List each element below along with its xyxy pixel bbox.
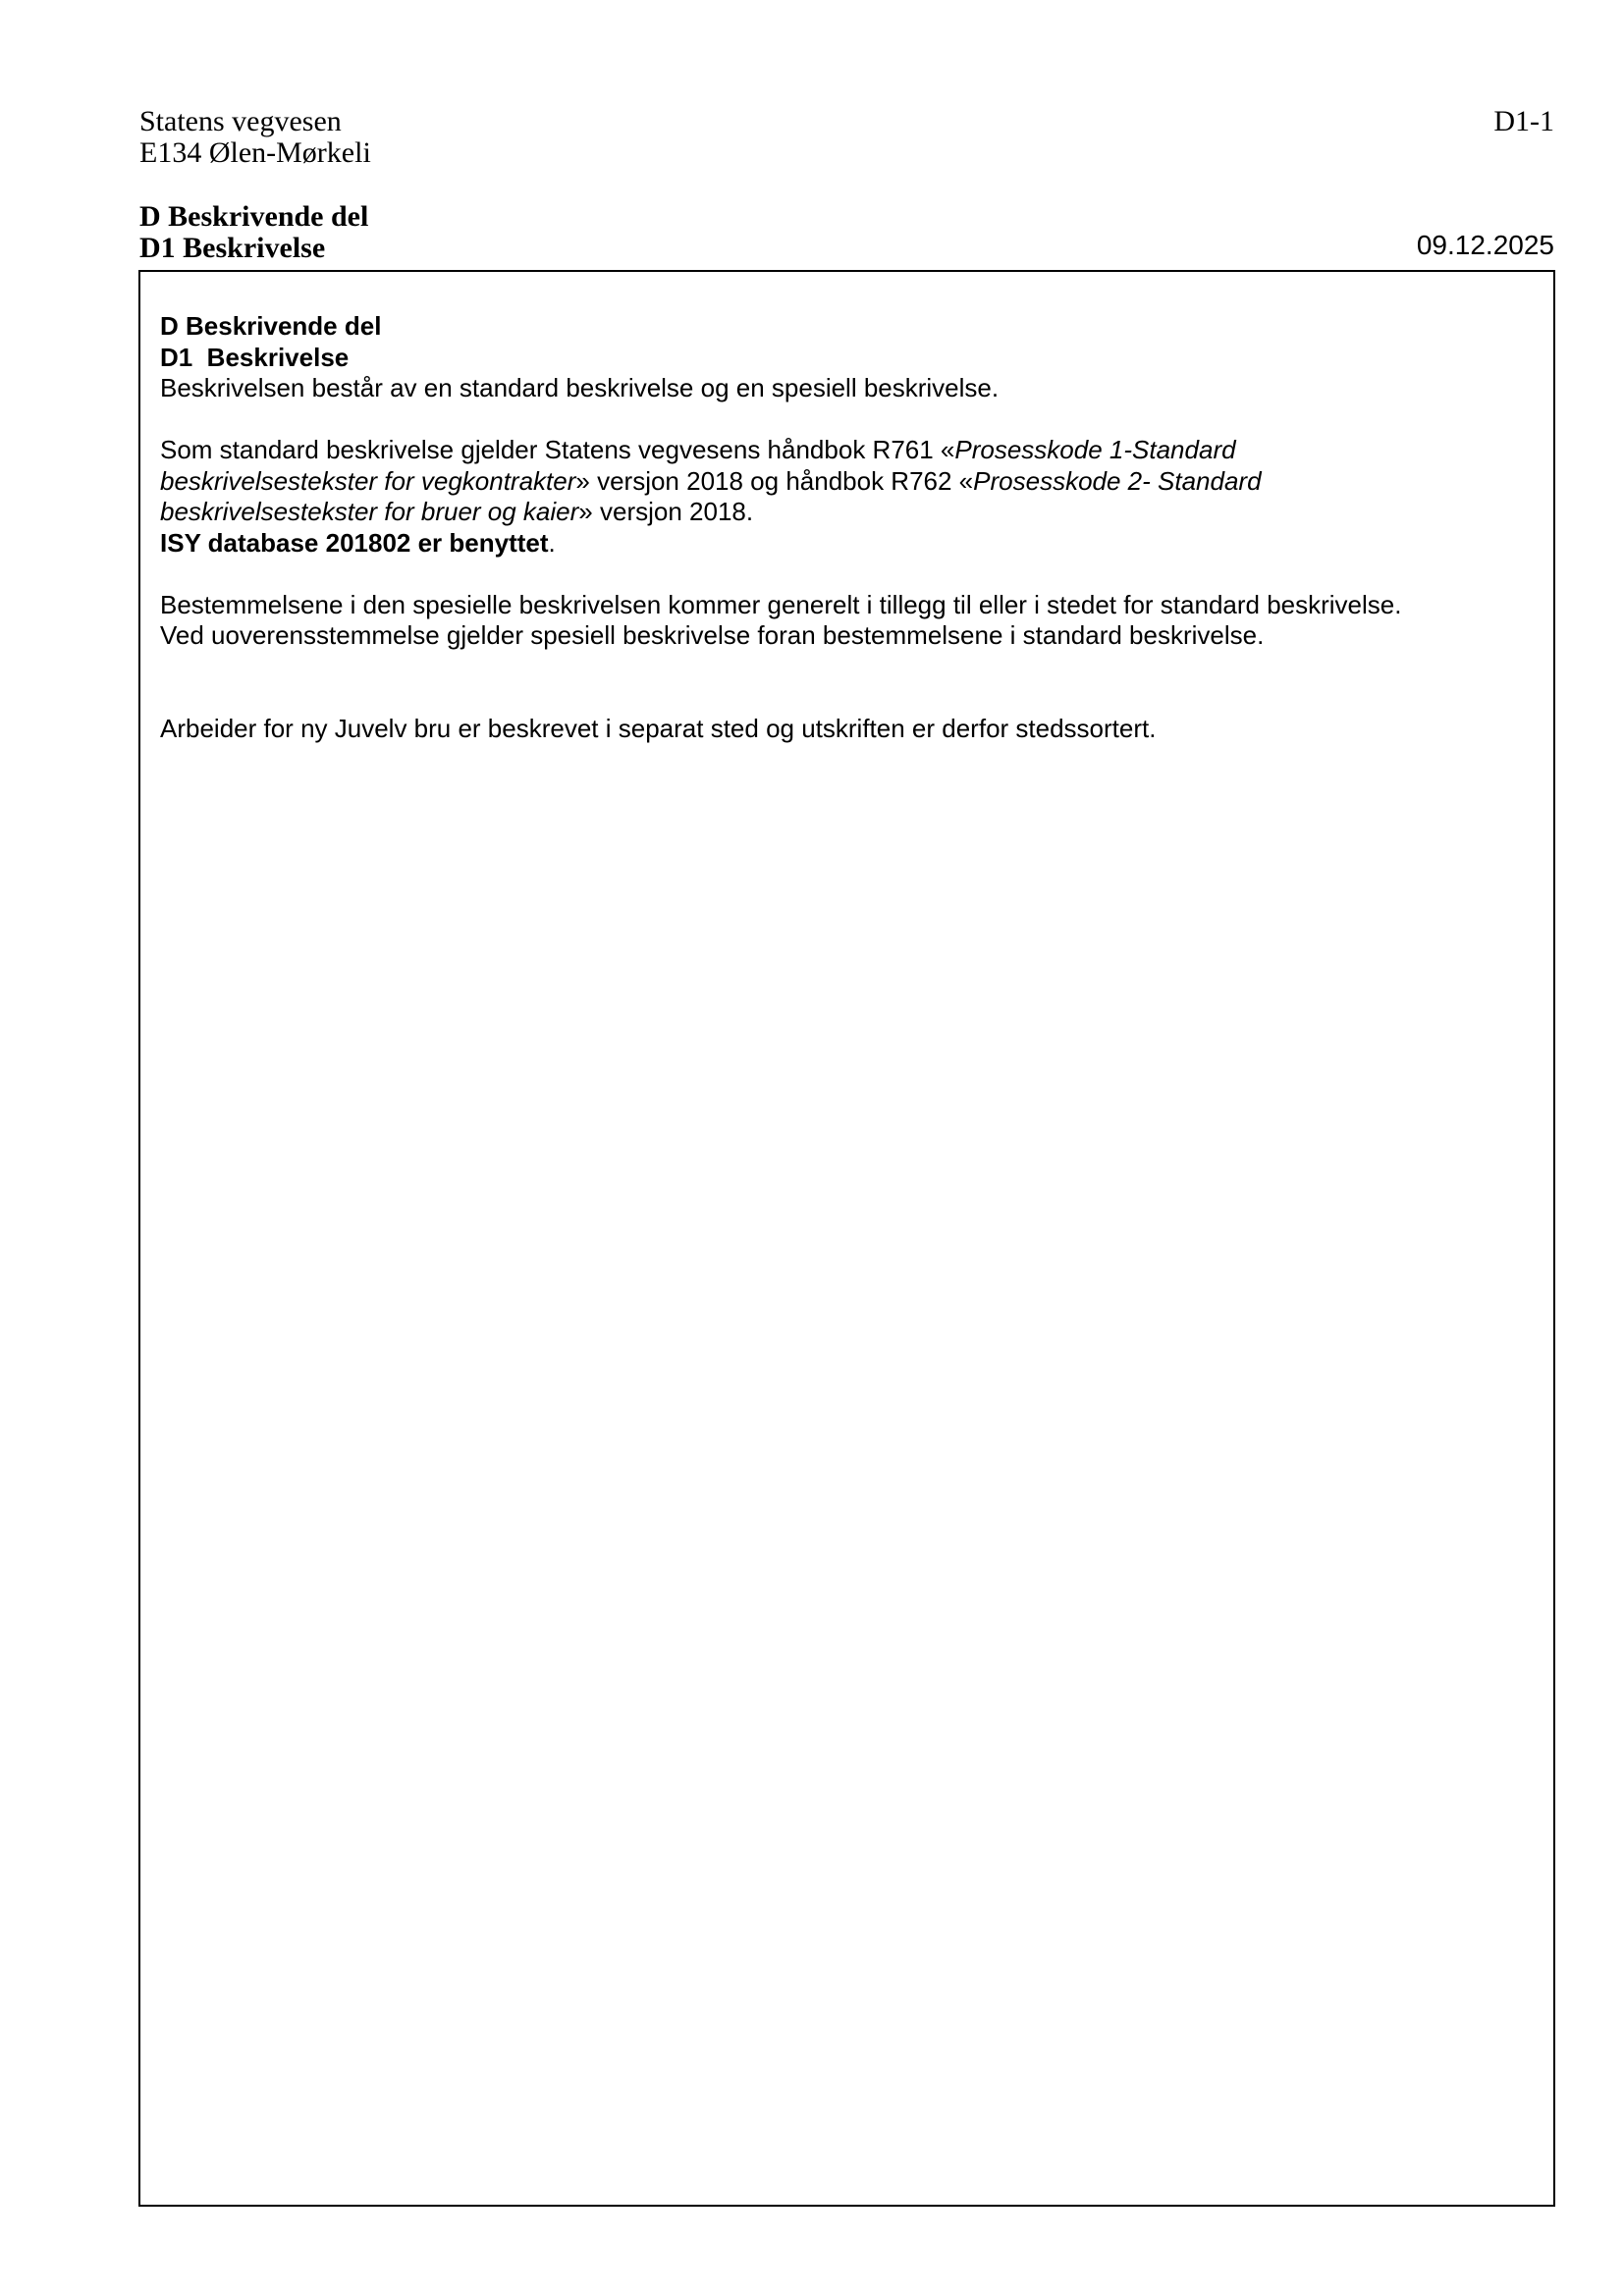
r761-title-part-1: Prosesskode 1-Standard <box>954 435 1236 464</box>
header-project: E134 Ølen-Mørkeli <box>139 136 371 169</box>
standard-line-3 <box>160 497 1535 528</box>
isy-line <box>160 528 1535 560</box>
r761-title-part-2: beskrivelsestekster for vegkontrakter <box>160 465 576 496</box>
standard-text-3: » versjon 2018. <box>578 497 754 526</box>
content-heading: D Beskrivende del <box>160 311 382 341</box>
section-title: D Beskrivende del <box>139 200 369 233</box>
standard-text-2: » versjon 2018 og håndbok R762 « <box>575 465 974 496</box>
content-subheading: D1 Beskrivelse <box>160 342 350 372</box>
standard-line-2 <box>160 466 1535 498</box>
r762-title-part-1: Prosesskode 2- Standard <box>973 465 1262 496</box>
r762-title-part-2: beskrivelsestekster for bruer og kaier <box>160 497 579 526</box>
header-organization: Statens vegvesen <box>139 105 342 137</box>
intro-paragraph: Beskrivelsen består av en standard beskrivelse og en spesiell beskrivelse. <box>160 373 1000 402</box>
standard-text-1: Som standard beskrivelse gjelder Statens vegvesens håndbok R761 « <box>160 435 955 464</box>
juvelv-note: Arbeider for ny Juvelv bru er beskrevet i separat sted og utskriften er derfor stedssortert. <box>160 713 1157 743</box>
special-line-2: Ved uoverensstemmelse gjelder spesiell beskrivelse foran bestemmelsene i standard beskrivelse. <box>160 620 1265 650</box>
standard-line-1 <box>160 435 1535 466</box>
page-number: D1-1 <box>1493 105 1554 137</box>
isy-database-note: ISY database 201802 er benyttet <box>160 527 549 558</box>
subsection-title: D1 Beskrivelse <box>139 232 326 264</box>
content-body <box>160 311 1535 744</box>
special-line-1: Bestemmelsene i den spesielle beskrivelsen kommer generelt i tillegg til eller i stedet for standard beskrivelse. <box>160 589 1402 619</box>
isy-period: . <box>548 527 556 558</box>
content-frame <box>138 270 1555 2207</box>
document-date: 09.12.2025 <box>1416 230 1554 260</box>
